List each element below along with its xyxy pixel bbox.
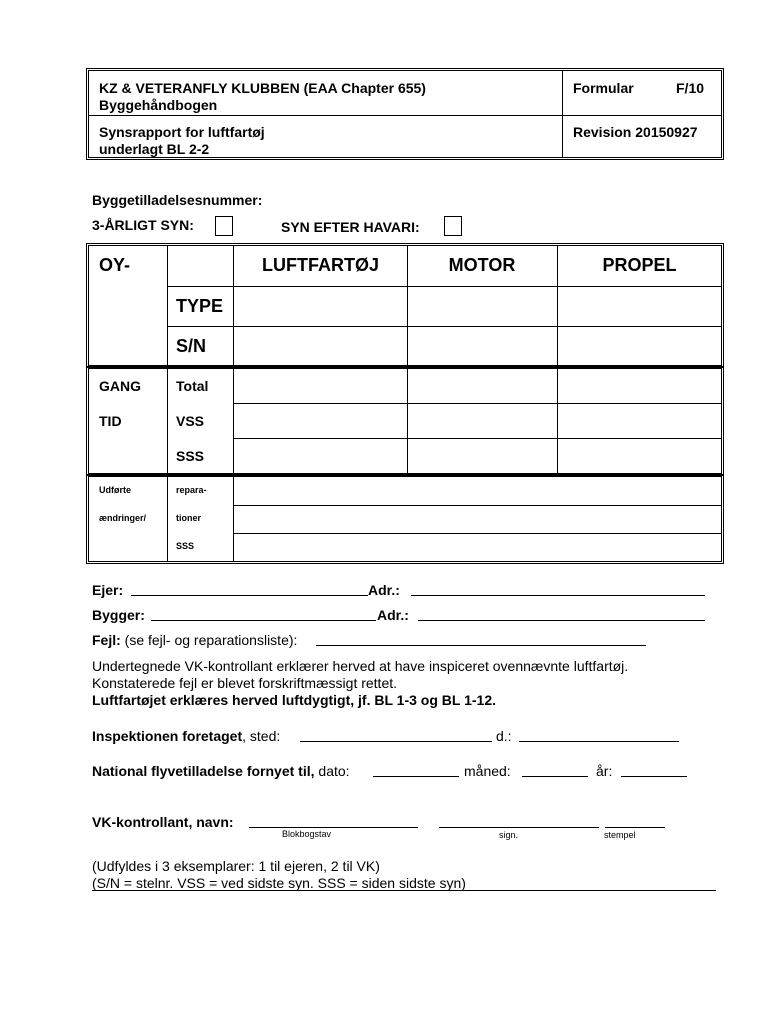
fejl-field[interactable] [316, 633, 646, 646]
annual-inspection-checkbox[interactable] [215, 216, 233, 236]
aendringer-label: ændringer/ [99, 513, 147, 523]
annual-inspection-label: 3-ÅRLIGT SYN: [92, 217, 194, 233]
inspection-label: Inspektionen foretaget [92, 728, 243, 744]
vk-signature-field[interactable] [439, 815, 599, 828]
aar-label: år: [596, 763, 613, 779]
repara-label: repara- [176, 485, 207, 495]
aircraft-identification-table [86, 243, 724, 368]
fejl-line [92, 632, 297, 648]
col-propel: PROPEL [602, 255, 677, 275]
footer-underline [92, 890, 716, 891]
tid-label: TID [99, 413, 122, 429]
changes-repairs-table [86, 474, 724, 564]
inspection-date-label: d.: [496, 728, 512, 744]
propel-type-cell[interactable] [558, 287, 721, 325]
maaned-label: måned: [464, 763, 511, 779]
builder-adr-label: Adr.: [377, 607, 409, 623]
report-title: Synsrapport for luftfartøj [99, 124, 265, 140]
owner-label: Ejer: [92, 582, 124, 598]
vk-name-field[interactable] [249, 815, 418, 828]
stempel-caption: stempel [604, 830, 636, 840]
inspection-place-field[interactable] [300, 729, 492, 742]
fejl-label: Fejl: [92, 632, 121, 648]
sted-label: , sted: [242, 728, 281, 744]
declaration-line-1: Undertegnede VK-kontrollant erklærer herved at have inspiceret ovennævnte luftfartøj. [92, 658, 629, 674]
row-vss: VSS [176, 413, 205, 429]
footer-line-1: (Udfyldes i 3 eksemplarer: 1 til ejeren, 2 til VK) [92, 858, 380, 874]
permit-label: Byggetilladelsesnummer: [92, 192, 263, 208]
oy-registration-label: OY- [99, 255, 131, 275]
motor-sn-cell[interactable] [408, 327, 556, 365]
sign-caption: sign. [499, 830, 519, 840]
fejl-note: (se fejl- og reparationsliste): [124, 632, 298, 648]
declaration-line-3: Luftfartøjet erklæres herved luftdygtigt, jf. BL 1-3 og BL 1-12. [92, 692, 496, 708]
inspection-line [92, 728, 280, 744]
owner-field[interactable] [131, 583, 368, 596]
aircraft-type-cell[interactable] [234, 287, 406, 325]
havari-inspection-label: SYN EFTER HAVARI: [281, 219, 420, 235]
tioner-label: tioner [176, 513, 202, 523]
formular-label: Formular [573, 80, 634, 96]
owner-address-field[interactable] [411, 583, 705, 596]
revision: Revision 20150927 [573, 124, 698, 140]
vk-stamp-field[interactable] [605, 815, 665, 828]
row-sss: SSS [176, 448, 205, 464]
sss-label: SSS [176, 541, 195, 551]
col-motor: MOTOR [448, 255, 516, 275]
builder-address-field[interactable] [418, 608, 705, 621]
col-aircraft: LUFTFARTØJ [262, 255, 379, 275]
national-aar-field[interactable] [621, 764, 687, 777]
operating-time-table [86, 366, 724, 476]
header-divider [562, 71, 563, 157]
motor-type-cell[interactable] [408, 287, 556, 325]
club-name: KZ & VETERANFLY KLUBBEN (EAA Chapter 655) [99, 80, 426, 96]
builder-label: Bygger: [92, 607, 145, 623]
report-subtitle: underlagt BL 2-2 [99, 141, 210, 157]
declaration-line-2: Konstaterede fejl er blevet forskriftmæssigt rettet. [92, 675, 398, 691]
form-header [86, 68, 724, 160]
vk-label: VK-kontrollant, navn: [92, 814, 234, 830]
national-line [92, 763, 350, 779]
havari-inspection-checkbox[interactable] [444, 216, 462, 236]
formular-code: F/10 [676, 80, 705, 96]
inspection-date-field[interactable] [519, 729, 679, 742]
udforte-label: Udførte [99, 485, 131, 495]
blokbogstav-caption: Blokbogstav [282, 829, 332, 839]
footer-line-2: (S/N = stelnr. VSS = ved sidste syn. SSS = siden sidste syn) [92, 875, 466, 891]
national-dato-field[interactable] [373, 764, 459, 777]
row-type: TYPE [176, 296, 224, 316]
book-name: Byggehåndbogen [99, 97, 218, 113]
owner-adr-label: Adr.: [368, 582, 400, 598]
row-serial-number: S/N [176, 336, 207, 356]
propel-sn-cell[interactable] [558, 327, 721, 365]
national-maaned-field[interactable] [522, 764, 588, 777]
builder-field[interactable] [151, 608, 376, 621]
header-divider [89, 115, 721, 116]
national-label: National flyvetilladelse fornyet til, [92, 763, 315, 779]
gang-label: GANG [99, 378, 141, 394]
dato-label: dato: [318, 763, 350, 779]
row-total: Total [176, 378, 209, 394]
aircraft-sn-cell[interactable] [234, 327, 406, 365]
